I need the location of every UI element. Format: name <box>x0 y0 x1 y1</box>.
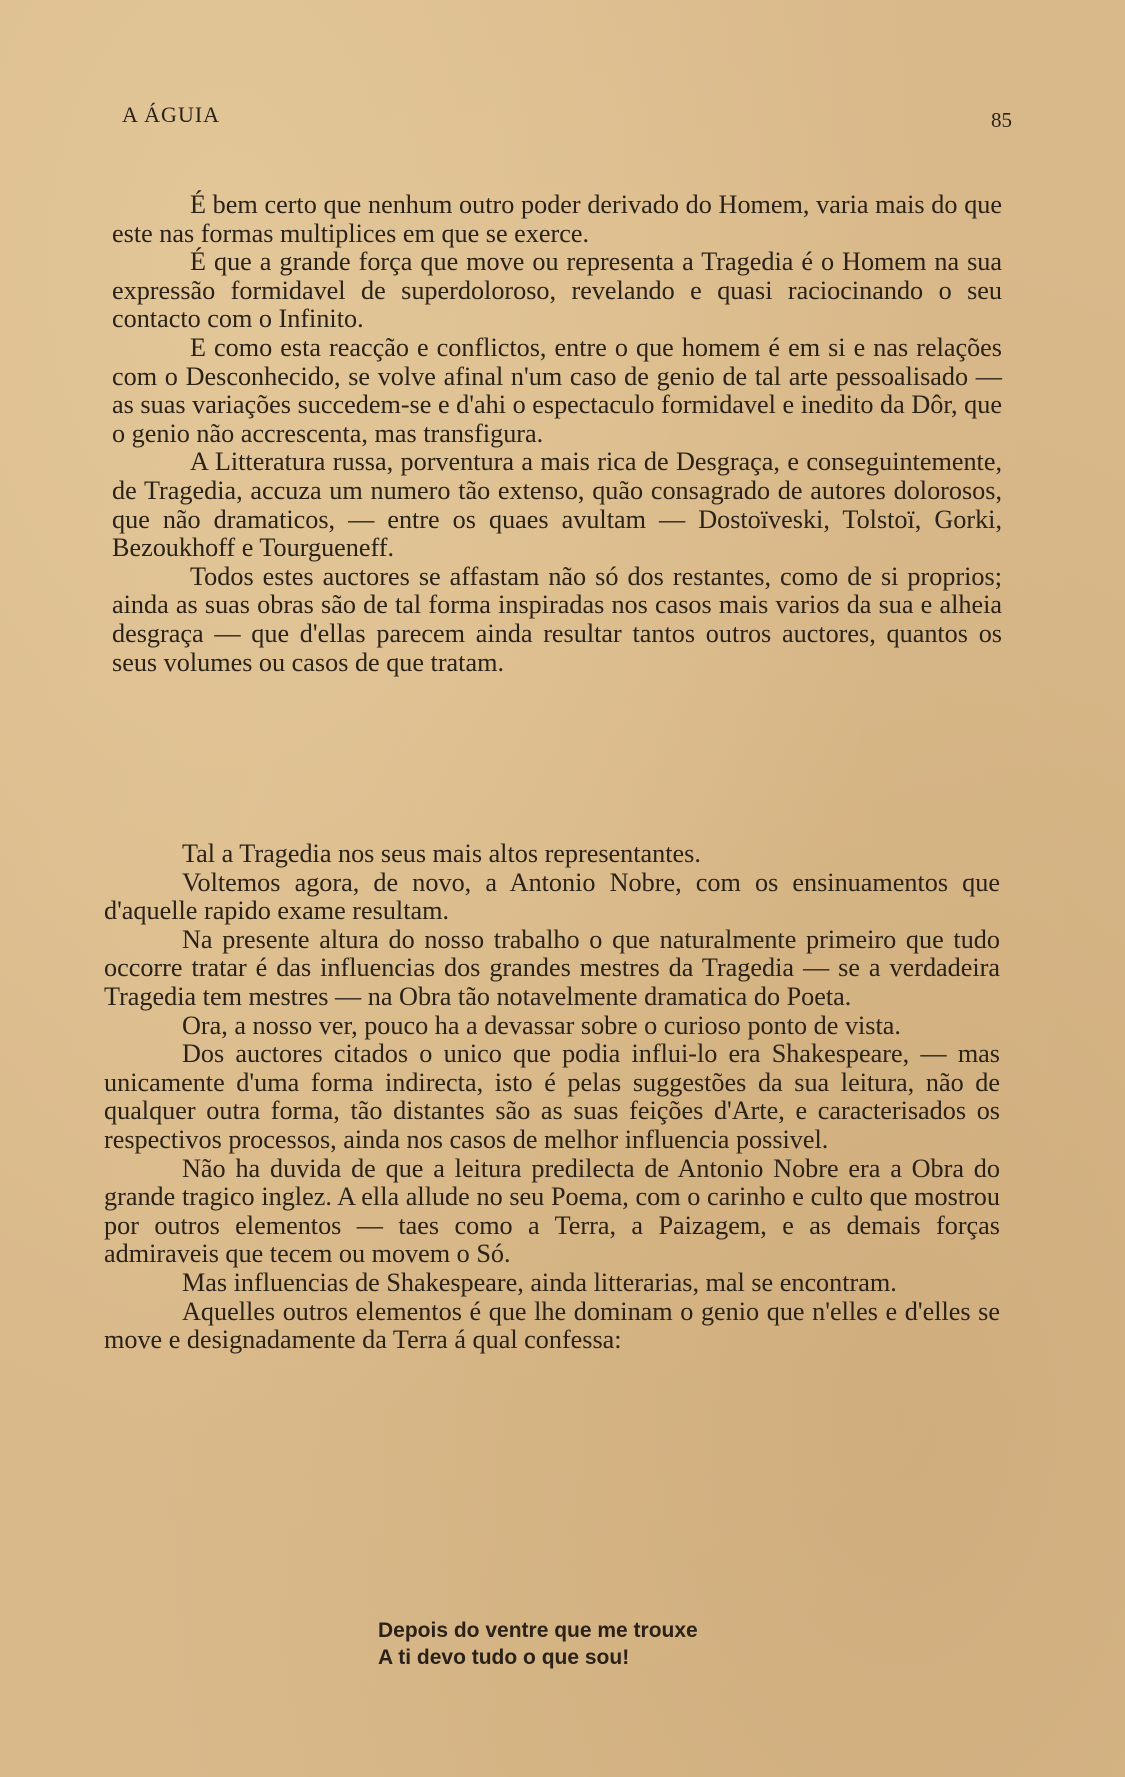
paragraph: Mas influencias de Shakespeare, ainda litterarias, mal se encontram. <box>182 1267 897 1297</box>
text-section-1 <box>112 191 1002 677</box>
paragraph: Todos estes auctores se affastam não só dos restantes, como de si proprios; ainda as suas obras são de tal forma inspiradas nos casos mais varios da sua e alheia desgraça — que d'ellas parecem ainda resultar tantos outros auctores, quantos os seus volumes ou casos de que tratam. <box>112 561 1002 677</box>
paragraph: Na presente altura do nosso trabalho o que naturalmente primeiro que tudo occorre tratar é das influencias dos grandes mestres da Tragedia — se a verdadeira Tragedia tem mestres — na Obra tão notavelmente dramatica do Poeta. <box>104 924 1000 1011</box>
paragraph: E como esta reacção e conflictos, entre o que homem é em si e nas relações com o Desconhecido, se volve afinal n'um caso de genio de tal arte pessoalisado — as suas variações succedem-se e d'ahi o espectaculo formidavel e inedito da Dôr, que o genio não accrescenta, mas transfigura. <box>112 332 1002 448</box>
paragraph: Dos auctores citados o unico que podia influi-lo era Shakespeare, — mas unicamente d'uma forma indirecta, isto é pelas suggestões da sua leitura, não de qualquer outra forma, tão distantes são as suas feições d'Arte, e caracterisados os respectivos processos, ainda nos casos de melhor influencia possivel. <box>104 1039 1000 1154</box>
paragraph: É bem certo que nenhum outro poder derivado do Homem, varia mais do que este nas formas multiplices em que se exerce. <box>112 190 1002 248</box>
verse-line: Depois do ventre que me trouxe <box>378 1619 698 1642</box>
paragraph: Ora, a nosso ver, pouco ha a devassar sobre o curioso ponto de vista. <box>182 1010 901 1040</box>
text-section-2 <box>104 840 1000 1355</box>
paragraph: Aquelles outros elementos é que lhe dominam o genio que n'elles e d'elles se move e designadamente da Terra á qual confessa: <box>104 1296 1000 1355</box>
paragraph: Não ha duvida de que a leitura predilecta de Antonio Nobre era a Obra do grande tragico inglez. A ella allude no seu Poema, com o carinho e culto que mostrou por outros elementos — taes como a Terra, a Paizagem, e as demais forças admiraveis que tecem ou movem o Só. <box>104 1153 1000 1269</box>
page-number: 85 <box>991 108 1012 132</box>
paragraph: Voltemos agora, de novo, a Antonio Nobre, com os ensinuamentos que d'aquelle rapido exame resultam. <box>104 867 1000 926</box>
paragraph: A Litteratura russa, porventura a mais rica de Desgraça, e conseguintemente, de Tragedia, accuza um numero tão extenso, quão consagrado de autores dolorosos, que não dramaticos, — entre os quaes avultam — Dostoïveski, Tolstoï, Gorki, Bezoukhoff e Tourgueneff. <box>112 447 1002 563</box>
verse-quote <box>378 1617 838 1671</box>
running-title: A ÁGUIA <box>122 102 221 127</box>
paragraph: Tal a Tragedia nos seus mais altos representantes. <box>182 839 701 868</box>
paragraph: É que a grande força que move ou representa a Tragedia é o Homem na sua expressão formidavel de superdoloroso, revelando e quasi raciocinando o seu contacto com o Infinito. <box>112 247 1002 334</box>
verse-line: A ti devo tudo o que sou! <box>378 1646 630 1669</box>
running-head <box>122 96 1012 136</box>
